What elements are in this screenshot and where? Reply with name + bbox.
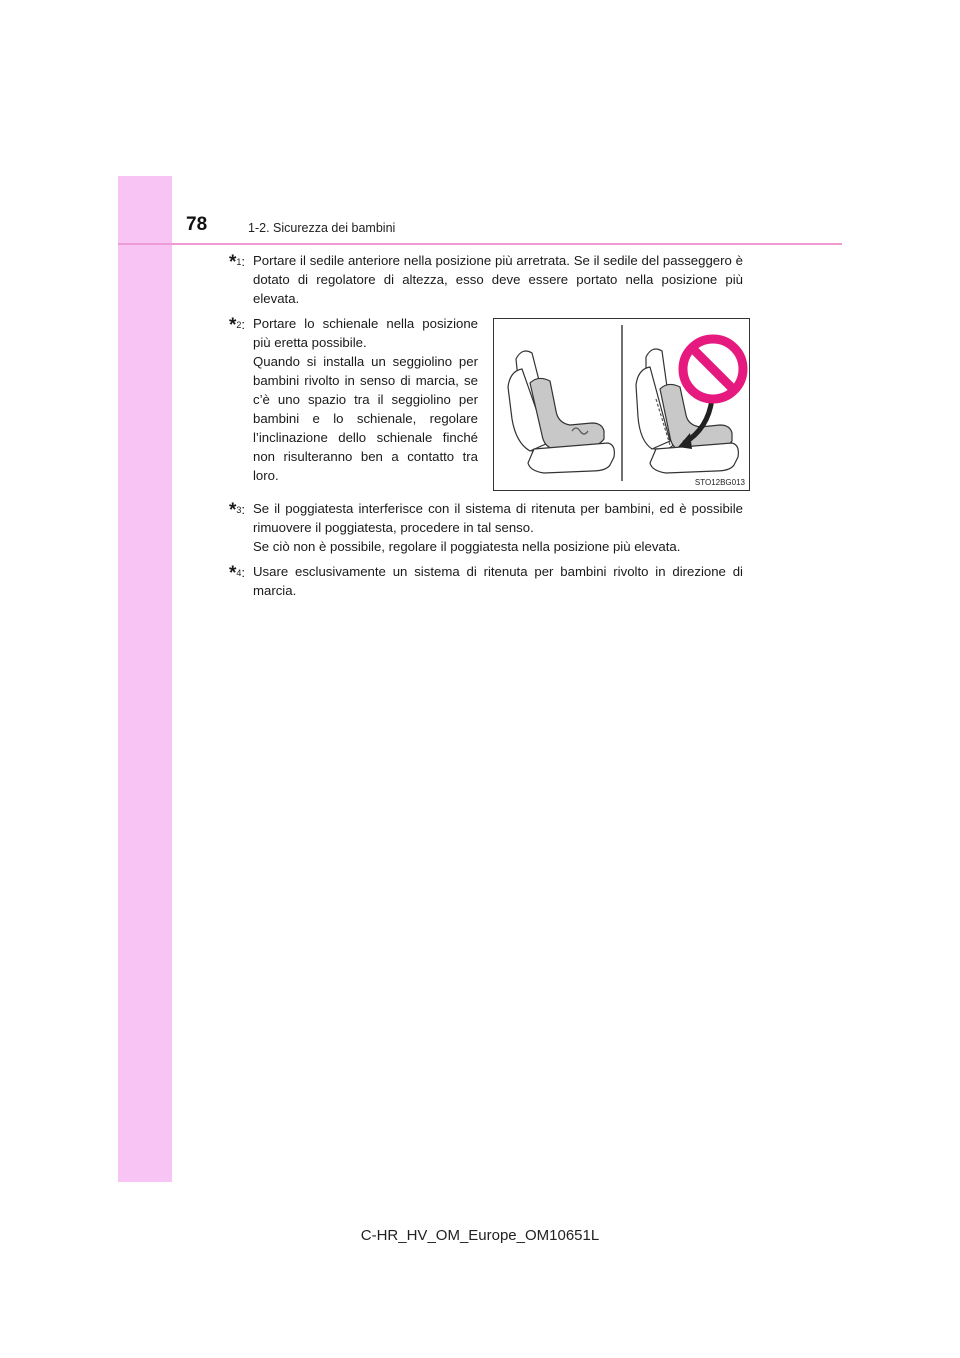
footnote-3 [229,499,743,556]
seat-adjustment-illustration [493,318,750,491]
footnote-marker: *$^1$: [229,252,246,273]
chapter-tab-strip [118,176,172,1182]
prohibition-icon [683,339,743,399]
footnote-text: Portare il sedile anteriore nella posizione più arretrata. Se il sedile del passeggero è dotato di regolatore di altezza, esso deve essere portato nella posizione più elevata. [253,253,743,306]
footnote-text: Quando si installa un seggiolino per bambini rivolto in senso di marcia, se c’è uno spazio tra il seggiolino per bambini e lo schienale, regolare l’inclinazione dello schienale finché non risulteranno ben a contatto tra loro. [253,354,478,483]
document-id: C-HR_HV_OM_Europe_OM10651L [360,1227,600,1244]
footnote-text: Se il poggiatesta interferisce con il sistema di ritenuta per bambini, ed è possibile rimuovere il poggiatesta, procedere in tal senso. [253,501,743,535]
footnote-text: Usare esclusivamente un sistema di ritenuta per bambini rivolto in direzione di marcia. [253,564,743,598]
footnote-4 [229,562,743,600]
footnote-1 [229,251,743,308]
seat-illustration-svg [494,319,749,490]
seat-correct [508,351,614,473]
footnote-2 [229,314,478,485]
header-rule [118,243,842,245]
footnote-marker: *$^3$: [229,500,246,521]
figure-code: STO12BG013 [694,478,745,487]
footnote-text: Se ciò non è possibile, regolare il poggiatesta nella posizione più elevata. [253,539,681,554]
section-title: 1-2. Sicurezza dei bambini [248,221,396,235]
page-number: 78 [186,214,208,235]
footnote-text: Portare lo schienale nella posizione più eretta possibile. [253,316,478,350]
footnote-marker: *$^2$: [229,315,246,336]
footnote-marker: *$^4$: [229,563,246,584]
